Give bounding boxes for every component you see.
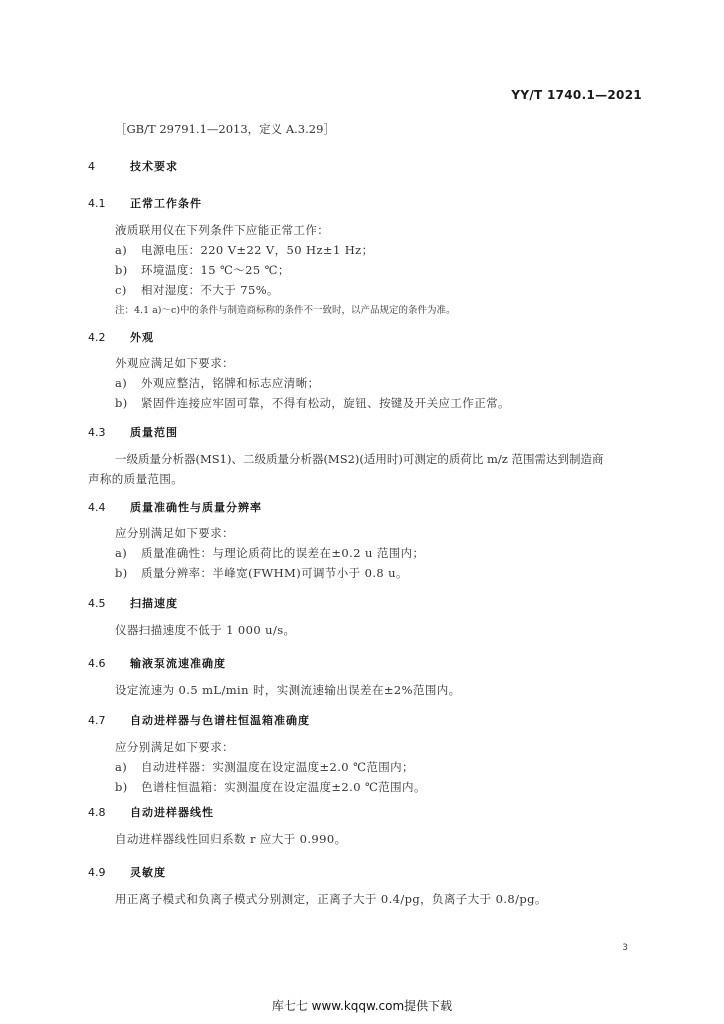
- section-4-3-heading: [88, 424, 178, 440]
- list-item: [115, 262, 290, 278]
- list-label: a): [115, 546, 128, 560]
- list-label: a): [115, 376, 128, 390]
- list-text: 质量准确性：与理论质荷比的误差在±0.2 u 范围内；: [141, 546, 425, 560]
- section-title: 输液泵流速准确度: [130, 657, 226, 670]
- list-label: b): [115, 396, 128, 410]
- list-text: 自动进样器：实测温度在设定温度±2.0 ℃范围内；: [141, 760, 414, 774]
- section-title: 自动进样器与色谱柱恒温箱准确度: [130, 714, 310, 727]
- section-title: 质量准确性与质量分辨率: [130, 501, 262, 514]
- section-number: 4.5: [88, 597, 106, 610]
- list-text: 相对湿度：不大于 75%。: [141, 283, 279, 297]
- paragraph: 自动进样器线性回归系数 r 应大于 0.990。: [115, 832, 347, 846]
- section-number: 4.7: [88, 714, 106, 727]
- paragraph: 外观应满足如下要求：: [115, 356, 234, 370]
- list-item: [115, 282, 279, 298]
- paragraph: 设定流速为 0.5 mL/min 时，实测流速输出误差在±2%范围内。: [115, 683, 461, 697]
- paragraph: 应分别满足如下要求：: [115, 526, 234, 540]
- list-item: [115, 395, 510, 411]
- list-text: 外观应整洁，铭牌和标志应清晰；: [141, 376, 320, 390]
- list-label: c): [115, 283, 127, 297]
- list-item: [115, 779, 426, 795]
- note: 注：4.1 a)～c)中的条件与制造商标称的条件不一致时，以产品规定的条件为准。: [115, 305, 456, 316]
- section-number: 4: [88, 160, 95, 173]
- section-title: 扫描速度: [130, 597, 178, 610]
- section-4-6-heading: [88, 655, 226, 671]
- section-4-5-heading: [88, 595, 178, 611]
- list-item: [115, 375, 320, 391]
- section-title: 灵敏度: [130, 866, 166, 879]
- list-label: a): [115, 243, 128, 257]
- paragraph: 仪器扫描速度不低于 1 000 u/s。: [115, 623, 296, 637]
- section-title: 技术要求: [130, 160, 178, 173]
- section-number: 4.2: [88, 331, 106, 344]
- list-text: 色谱柱恒温箱：实测温度在设定温度±2.0 ℃范围内。: [141, 780, 426, 794]
- list-label: b): [115, 263, 128, 277]
- paragraph-continuation: 声称的质量范围。: [88, 472, 184, 486]
- list-label: a): [115, 760, 128, 774]
- section-number: 4.9: [88, 866, 106, 879]
- section-number: 4.3: [88, 426, 106, 439]
- section-number: 4.4: [88, 501, 106, 514]
- section-4-9-heading: [88, 864, 166, 880]
- paragraph: 应分别满足如下要求：: [115, 740, 234, 754]
- paragraph: 液质联用仪在下列条件下应能正常工作：: [115, 223, 330, 237]
- section-number: 4.8: [88, 806, 106, 819]
- section-4-1-heading: [88, 195, 202, 211]
- reference-citation: ［GB/T 29791.1—2013，定义 A.3.29］: [115, 122, 335, 136]
- section-title: 正常工作条件: [130, 197, 202, 210]
- standard-number: YY/T 1740.1—2021: [511, 88, 642, 102]
- section-4-4-heading: [88, 499, 262, 515]
- list-item: [115, 759, 414, 775]
- paragraph: 一级质量分析器(MS1)、二级质量分析器(MS2)(适用时)可测定的质荷比 m/z 范围需达到制造商: [115, 452, 604, 466]
- section-title: 自动进样器线性: [130, 806, 214, 819]
- section-4-8-heading: [88, 804, 214, 820]
- section-title: 外观: [130, 331, 154, 344]
- list-text: 电源电压：220 V±22 V，50 Hz±1 Hz；: [141, 243, 374, 257]
- list-item: [115, 565, 408, 581]
- section-title: 质量范围: [130, 426, 178, 439]
- list-text: 环境温度：15 ℃～25 ℃；: [141, 263, 290, 277]
- section-4-2-heading: [88, 329, 154, 345]
- section-4-heading: [88, 158, 178, 174]
- list-text: 质量分辨率：半峰宽(FWHM)可调节小于 0.8 u。: [141, 566, 408, 580]
- section-number: 4.6: [88, 657, 106, 670]
- list-label: b): [115, 566, 128, 580]
- download-footer-link[interactable]: 库七七 www.kqqw.com提供下载: [271, 999, 453, 1013]
- list-item: [115, 242, 374, 258]
- page-number: 3: [622, 943, 628, 953]
- list-item: [115, 545, 424, 561]
- paragraph: 用正离子模式和负离子模式分别测定，正离子大于 0.4/pg，负离子大于 0.8/pg。: [115, 892, 547, 906]
- list-label: b): [115, 780, 128, 794]
- section-4-7-heading: [88, 712, 310, 728]
- list-text: 紧固件连接应牢固可靠，不得有松动，旋钮、按键及开关应工作正常。: [141, 396, 510, 410]
- section-number: 4.1: [88, 197, 106, 210]
